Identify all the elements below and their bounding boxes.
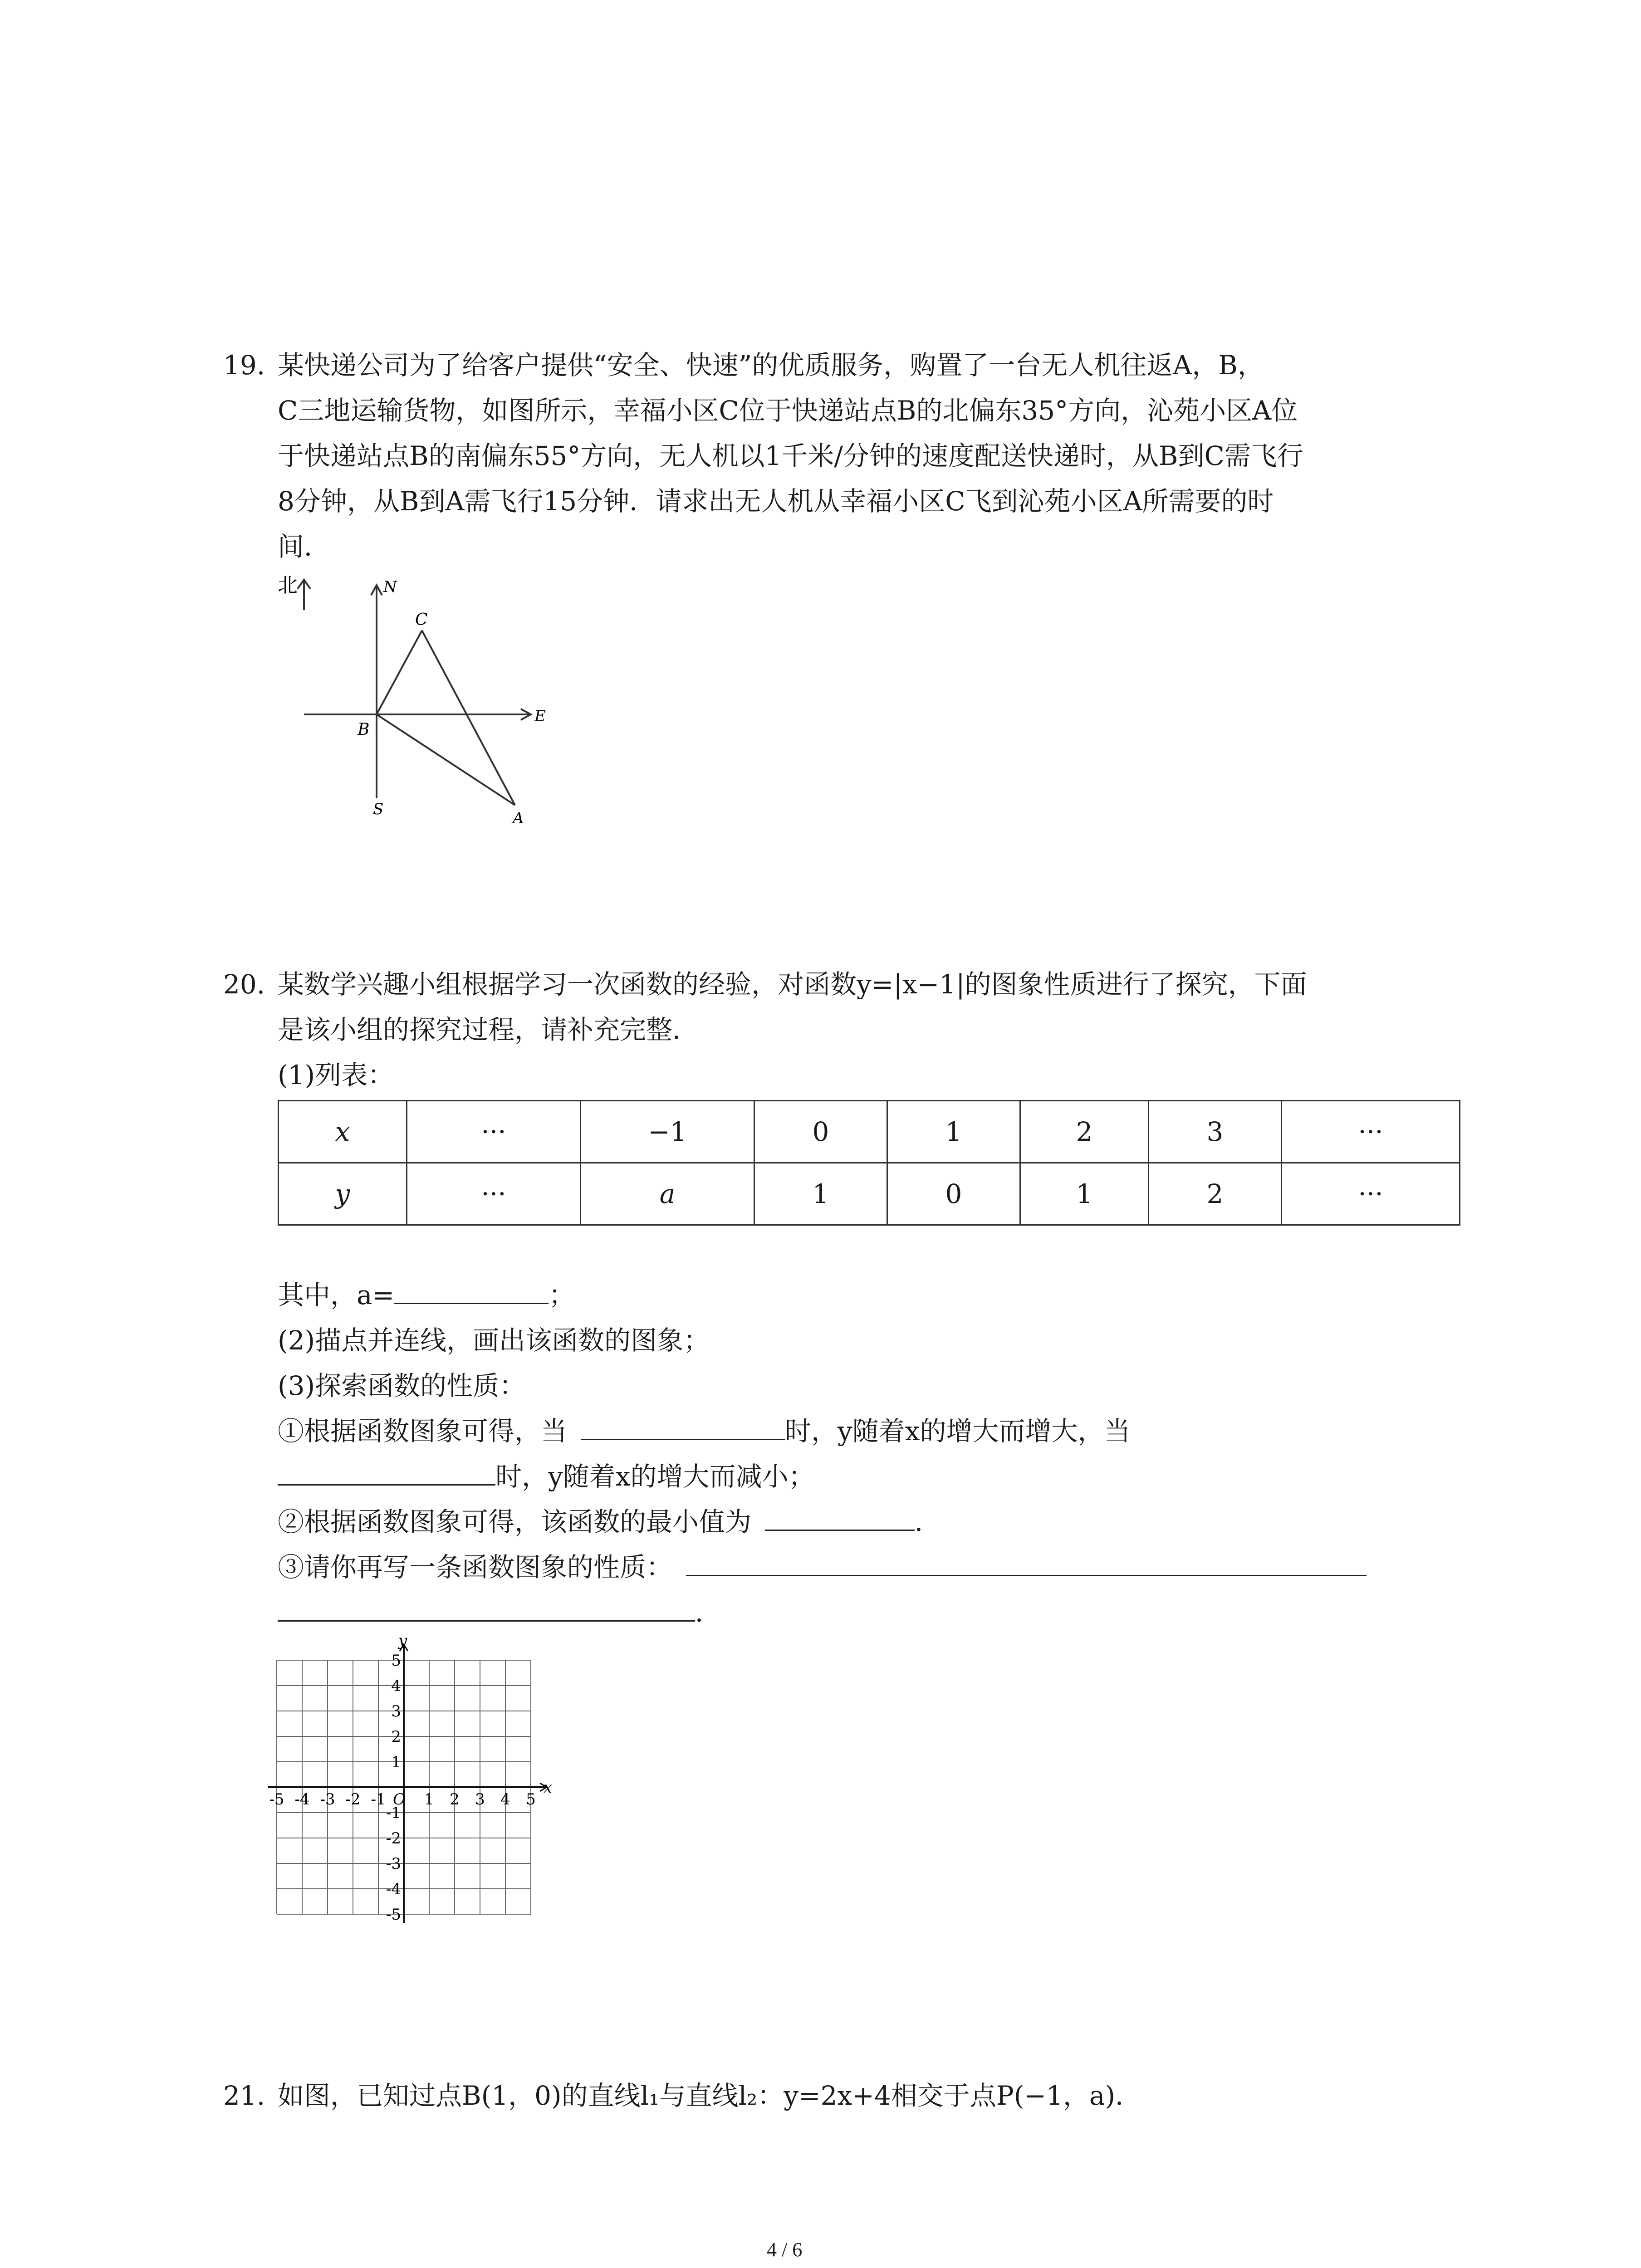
q19-line-5: 间． — [278, 531, 331, 562]
label-S: S — [373, 800, 384, 818]
q20-step1: (1)列表： — [278, 1060, 394, 1090]
y-tick-label: 3 — [391, 1702, 401, 1721]
table-cell: ··· — [1282, 1101, 1460, 1163]
q21-number: 21. — [223, 2080, 265, 2111]
table-cell: 1 — [887, 1101, 1020, 1163]
table-cell: −1 — [581, 1101, 754, 1163]
property-1-line — [278, 1415, 1131, 1447]
y-tick-label: -4 — [386, 1880, 401, 1898]
y-tick-label: 1 — [391, 1753, 401, 1771]
x-tick-label: -5 — [269, 1790, 284, 1809]
table-cell: 1 — [754, 1163, 887, 1225]
value-table — [278, 1100, 1460, 1226]
x-tick-label: -1 — [371, 1790, 386, 1809]
north-label: 北 — [278, 574, 298, 597]
y-tick-label: 2 — [391, 1728, 401, 1746]
segment-BA — [377, 714, 515, 805]
table-row — [279, 1101, 1460, 1163]
property-3-prefix: ③请你再写一条函数图象的性质： — [278, 1552, 673, 1583]
table-cell: ··· — [1282, 1163, 1460, 1225]
blank-a[interactable] — [394, 1279, 549, 1304]
fill-a-line — [278, 1279, 575, 1311]
blank-increasing-range[interactable] — [581, 1415, 785, 1440]
fill-a-suffix: ； — [549, 1280, 575, 1310]
x-tick-label: 2 — [450, 1790, 460, 1809]
table-cell: 0 — [887, 1163, 1020, 1225]
q19-line-1: 某快递公司为了给客户提供“安全、快速”的优质服务，购置了一台无人机往返A，B， — [278, 350, 1264, 381]
y-tick-label: -5 — [386, 1906, 401, 1924]
q19-compass-figure — [268, 567, 594, 830]
table-cell: ··· — [407, 1163, 581, 1225]
x-axis-label: x — [544, 1779, 553, 1797]
y-tick-label: -2 — [386, 1829, 401, 1848]
x-tick-label: 1 — [424, 1790, 434, 1809]
y-tick-label: -1 — [386, 1804, 401, 1822]
q19-line-3: 于快递站点B的南偏东55°方向，无人机以1千米/分钟的速度配送快递时，从B到C需飞行 — [278, 440, 1303, 471]
page-number: 4 / 6 — [767, 2239, 803, 2261]
q20-intro-2: 是该小组的探究过程，请补充完整． — [278, 1014, 699, 1045]
property-2-line — [278, 1506, 941, 1538]
property-3-line — [278, 1551, 1367, 1583]
y-axis-label: y — [398, 1632, 407, 1650]
blank-other-property-cont[interactable] — [278, 1597, 695, 1622]
segment-BC — [377, 631, 422, 714]
table-cell: 2 — [1020, 1101, 1149, 1163]
property-3-line-2 — [278, 1597, 721, 1628]
q19-line-4: 8分钟，从B到A需飞行15分钟．请求出无人机从幸福小区C飞到沁苑小区A所需要的时 — [278, 486, 1274, 517]
origin-label: O — [393, 1790, 406, 1809]
segment-CA — [422, 631, 515, 805]
property-1-prefix: ①根据函数图象可得，当 — [278, 1416, 568, 1447]
q20-step2: (2)描点并连线，画出该函数的图象； — [278, 1325, 710, 1356]
fill-a-prefix: 其中，a= — [278, 1280, 395, 1310]
coordinate-grid — [269, 1632, 581, 1969]
property-2-suffix: ． — [915, 1506, 941, 1537]
property-1-suffix: 时，y随着x的增大而减小； — [495, 1461, 815, 1492]
table-cell: x — [279, 1101, 407, 1163]
table-cell: a — [581, 1163, 754, 1225]
property-2-prefix: ②根据函数图象可得，该函数的最小值为 — [278, 1506, 752, 1537]
blank-other-property[interactable] — [686, 1551, 1367, 1576]
x-tick-label: 3 — [475, 1790, 485, 1809]
table-cell: 3 — [1149, 1101, 1282, 1163]
x-tick-label: -2 — [345, 1790, 361, 1809]
y-tick-label: -3 — [386, 1855, 401, 1873]
label-N: N — [383, 578, 397, 596]
x-tick-label: 4 — [500, 1790, 510, 1809]
table-cell: 2 — [1149, 1163, 1282, 1225]
label-B: B — [358, 720, 370, 739]
y-tick-label: 5 — [391, 1652, 401, 1670]
blank-min-value[interactable] — [765, 1506, 915, 1531]
q19-line-2: C三地运输货物，如图所示，幸福小区C位于快递站点B的北偏东35°方向，沁苑小区A位 — [278, 395, 1298, 426]
q21-text: 如图，已知过点B(1，0)的直线l₁与直线l₂：y=2x+4相交于点P(−1，a)． — [278, 2080, 1142, 2111]
property-1-mid: 时，y随着x的增大而增大，当 — [785, 1416, 1131, 1447]
x-tick-label: -4 — [294, 1790, 310, 1809]
q19-number: 19. — [223, 350, 265, 381]
table-cell: 0 — [754, 1101, 887, 1163]
q20-number: 20. — [223, 969, 265, 1000]
table-row — [279, 1163, 1460, 1225]
blank-decreasing-range[interactable] — [278, 1461, 495, 1486]
table-cell: y — [279, 1163, 407, 1225]
q20-intro-1: 某数学兴趣小组根据学习一次函数的经验，对函数y=|x−1|的图象性质进行了探究，下面 — [278, 969, 1307, 1000]
property-3-suffix: ． — [695, 1597, 722, 1628]
label-C: C — [415, 611, 428, 629]
y-tick-label: 4 — [391, 1677, 401, 1695]
table-cell: 1 — [1020, 1163, 1149, 1225]
label-E: E — [534, 707, 546, 725]
property-1-line-2 — [278, 1461, 814, 1492]
x-tick-label: -3 — [320, 1790, 335, 1809]
x-tick-label: 5 — [526, 1790, 536, 1809]
label-A: A — [513, 809, 524, 827]
table-cell: ··· — [407, 1101, 581, 1163]
q20-step3: (3)探索函数的性质： — [278, 1370, 526, 1401]
